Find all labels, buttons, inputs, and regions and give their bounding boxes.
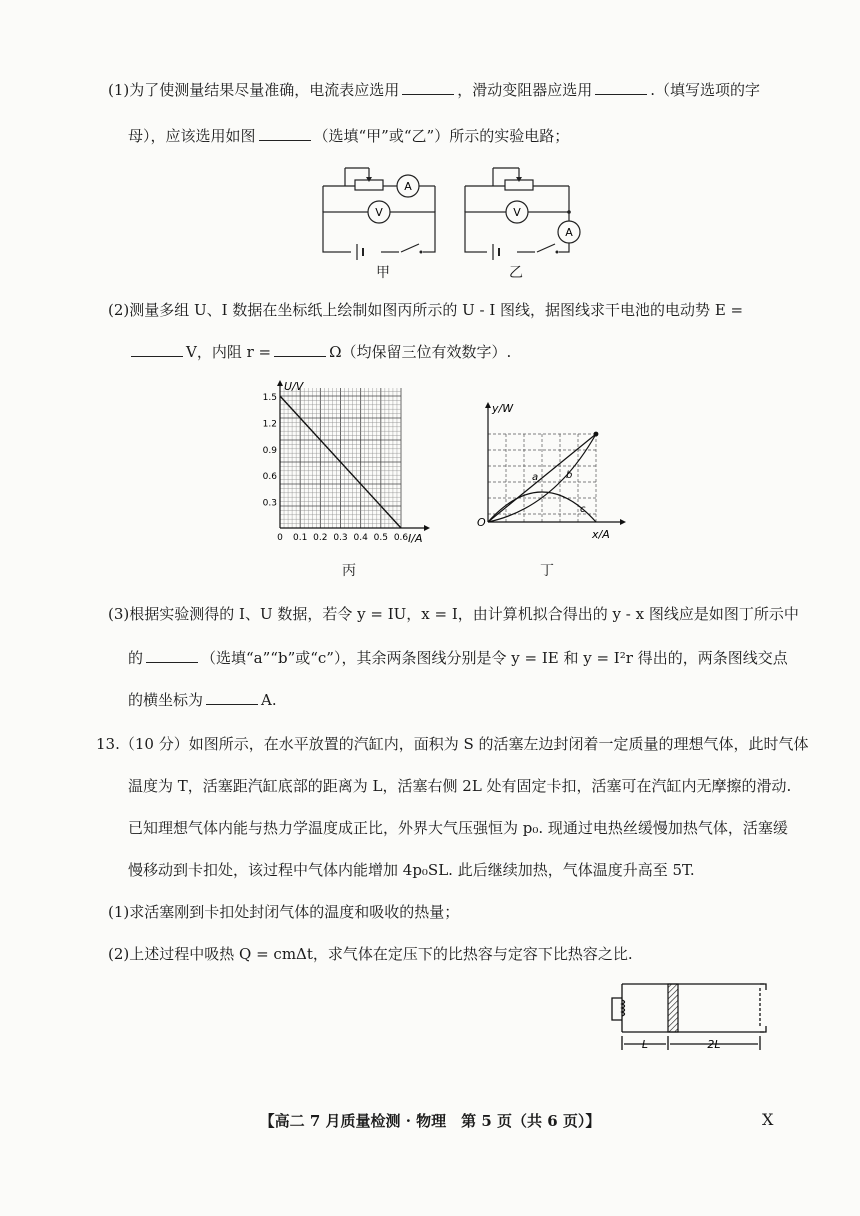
dim-l-label: L xyxy=(641,1038,649,1051)
part2-line2: V，内阻 r = Ω（均保留三位有效数字）. xyxy=(128,342,511,362)
part3-line2: 的 （选填“a”“b”或“c”），其余两条图线分别是令 y = IE 和 y = I²r 得出的，两条图线交点 xyxy=(128,649,788,667)
page-footer: 【高二 7 月质量检测 · 物理 第 5 页（共 6 页）】 xyxy=(259,1112,601,1130)
voltmeter-label: V xyxy=(375,206,383,219)
caption-yi: 乙 xyxy=(509,265,523,281)
voltmeter-label: V xyxy=(513,206,521,219)
part1-line1: (1)为了使测量结果尽量准确，电流表应选用 ，滑动变阻器应选用 .（填写选项的字 xyxy=(108,81,761,99)
x-tick-label: 0.1 xyxy=(293,533,308,543)
q13-sub1: (1)求活塞刚到卡扣处封闭气体的温度和吸收的热量； xyxy=(108,903,460,921)
x-axis-label: x/A xyxy=(592,528,610,541)
answer-blank xyxy=(274,342,326,357)
part3-line3: 的横坐标为 A. xyxy=(128,691,277,709)
y-tick-label: 1.2 xyxy=(262,419,277,430)
y-tick-label: 0.6 xyxy=(262,472,277,483)
x-tick-label: 0.4 xyxy=(353,533,368,543)
piston xyxy=(668,984,678,1032)
answer-blank xyxy=(146,648,198,663)
y-tick-label: 0.9 xyxy=(262,445,277,456)
answer-blank xyxy=(259,126,311,141)
q13-line2: 温度为 T，活塞距汽缸底部的距离为 L，活塞右侧 2L 处有固定卡扣，活塞可在汽缸内无摩擦的滑动. xyxy=(128,777,792,795)
u-axis-label: U/V xyxy=(284,380,304,393)
y-tick-label: 0.3 xyxy=(262,498,277,509)
ammeter-label: A xyxy=(404,180,412,193)
q13-sub2: (2)上述过程中吸热 Q = cmΔt，求气体在定压下的比热容与定容下比热容之比. xyxy=(108,945,633,963)
caption-jia: 甲 xyxy=(376,265,390,281)
curve-c-label: c xyxy=(580,504,586,515)
x-tick-label: 0 xyxy=(277,533,283,543)
q13-line1: 13.（10 分）如图所示，在水平放置的汽缸内，面积为 S 的活塞左边封闭着一定质量的理想气体，此时气体 xyxy=(96,735,809,753)
cylinder-figure xyxy=(598,978,778,1060)
y-tick-label: 1.5 xyxy=(262,393,277,403)
u-i-graph xyxy=(258,378,438,548)
y-axis-label: y/W xyxy=(492,402,514,415)
ammeter-label: A xyxy=(565,226,573,239)
curve-a-label: a xyxy=(532,472,539,483)
i-axis-label: I/A xyxy=(408,532,423,545)
part3-line1: (3)根据实验测得的 I、U 数据，若令 y = IU，x = I，由计算机拟合得出的 y - x 图线应是如图丁所示中 xyxy=(108,605,799,623)
x-tick-label: 0.6 xyxy=(393,533,409,543)
part2-line1: (2)测量多组 U、I 数据在坐标纸上绘制如图丙所示的 U - I 图线，据图线求干电池的电动势 E = xyxy=(108,301,744,319)
dim-2l-label: 2L xyxy=(707,1038,721,1051)
caption-bing: 丙 xyxy=(342,563,356,579)
answer-blank xyxy=(595,80,647,95)
part1-line2: 母），应该选用如图 （选填“甲”或“乙”）所示的实验电路； xyxy=(128,127,570,145)
caption-ding: 丁 xyxy=(540,563,554,579)
origin-label: O xyxy=(477,516,486,529)
footer-mark: X xyxy=(762,1110,774,1129)
answer-blank xyxy=(402,80,454,95)
power-graph xyxy=(474,398,634,548)
q13-line4: 慢移动到卡扣处，该过程中气体内能增加 4p₀SL. 此后继续加热，气体温度升高至 5T. xyxy=(128,861,695,879)
answer-blank xyxy=(131,342,183,357)
circuit-diagrams xyxy=(315,160,595,280)
q13-line3: 已知理想气体内能与热力学温度成正比，外界大气压强恒为 p₀. 现通过电热丝缓慢加热气体，活塞缓 xyxy=(128,819,788,837)
x-tick-label: 0.3 xyxy=(333,533,348,543)
answer-blank xyxy=(206,690,258,705)
x-tick-label: 0.2 xyxy=(313,533,328,543)
curve-b-label: b xyxy=(566,470,573,481)
x-tick-label: 0.5 xyxy=(373,533,388,543)
